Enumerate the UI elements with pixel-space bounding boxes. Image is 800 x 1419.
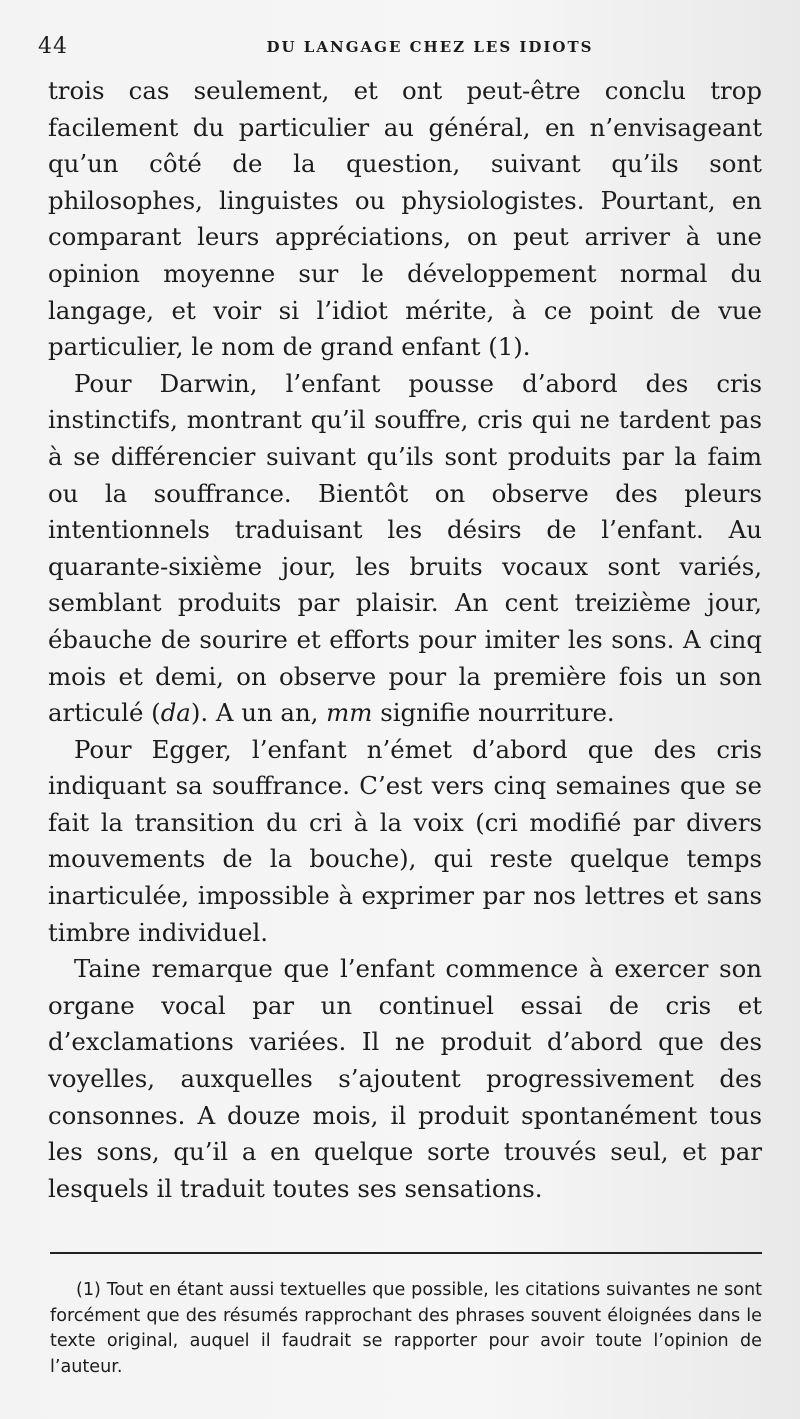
paragraph-3: Pour Egger, l’enfant n’émet d’abord que des cris indiquant sa souffrance. C’est vers cinq semaines que se fait la transition du cri à la voix (cri modifié par divers mouvements de la bouche), qui reste quelque temps inarticulée, impossible à exprimer par nos lettres et sans timbre individuel.: [48, 734, 762, 947]
paragraph-2-text-after: signifie nourriture.: [372, 698, 615, 728]
running-head: DU LANGAGE CHEZ LES IDIOTS: [266, 38, 594, 56]
paragraph-1: trois cas seulement, et ont peut-être conclu trop facilement du particulier au général, en n’envisageant qu’un côté de la question, suivant qu’ils sont philosophes, linguistes ou physiologistes. Pourtant, en comparant leurs appréciations, on peut arriver à une opinion moyenne sur le développement normal du langage, et voir si l’idiot mérite, à ce point de vue particulier, le nom de grand enfant (1).: [48, 76, 762, 362]
italic-da: da: [160, 698, 191, 728]
footnote-text: (1) Tout en étant aussi textuelles que possible, les citations suivantes ne sont forcément que des résumés rapprochant des phrases souvent éloignées dans le texte original, auquel il faudrait se rapporter pour avoir toute l’opinion de l’auteur.: [50, 1280, 762, 1377]
footnote: [50, 1278, 762, 1380]
page-number: 44: [38, 34, 68, 59]
paragraph-2: [48, 366, 762, 732]
paragraph-2-text-before: Pour Darwin, l’enfant pousse d’abord des cris instinctifs, montrant qu’il souffre, cris qui ne tardent pas à se différencier suivant qu’ils sont produits par la faim ou la souffrance. Bientôt on observe des pleurs intentionnels traduisant les désirs de l’enfant. Au quarante-sixième jour, les bruits vocaux sont variés, semblant produits par plaisir. An cent treizième jour, ébauche de sourire et efforts pour imiter les sons. A cinq mois et demi, on observe pour la première fois un son articulé (: [48, 368, 762, 728]
paragraph-2-text-mid: ). A un an,: [190, 698, 327, 728]
body-text: [48, 73, 762, 1207]
footnote-rule: [50, 1252, 762, 1254]
italic-mm: mm: [326, 698, 373, 728]
paragraph-4: Taine remarque que l’enfant commence à exercer son organe vocal par un continuel essai de cris et d’exclamations variées. Il ne produit d’abord que des voyelles, auxquelles s’ajoutent progressivement des consonnes. A douze mois, il produit spontanément tous les sons, qu’il a en quelque sorte trouvés seul, et par lesquels il traduit toutes ses sensations.: [48, 954, 762, 1203]
page-header: [38, 34, 762, 60]
